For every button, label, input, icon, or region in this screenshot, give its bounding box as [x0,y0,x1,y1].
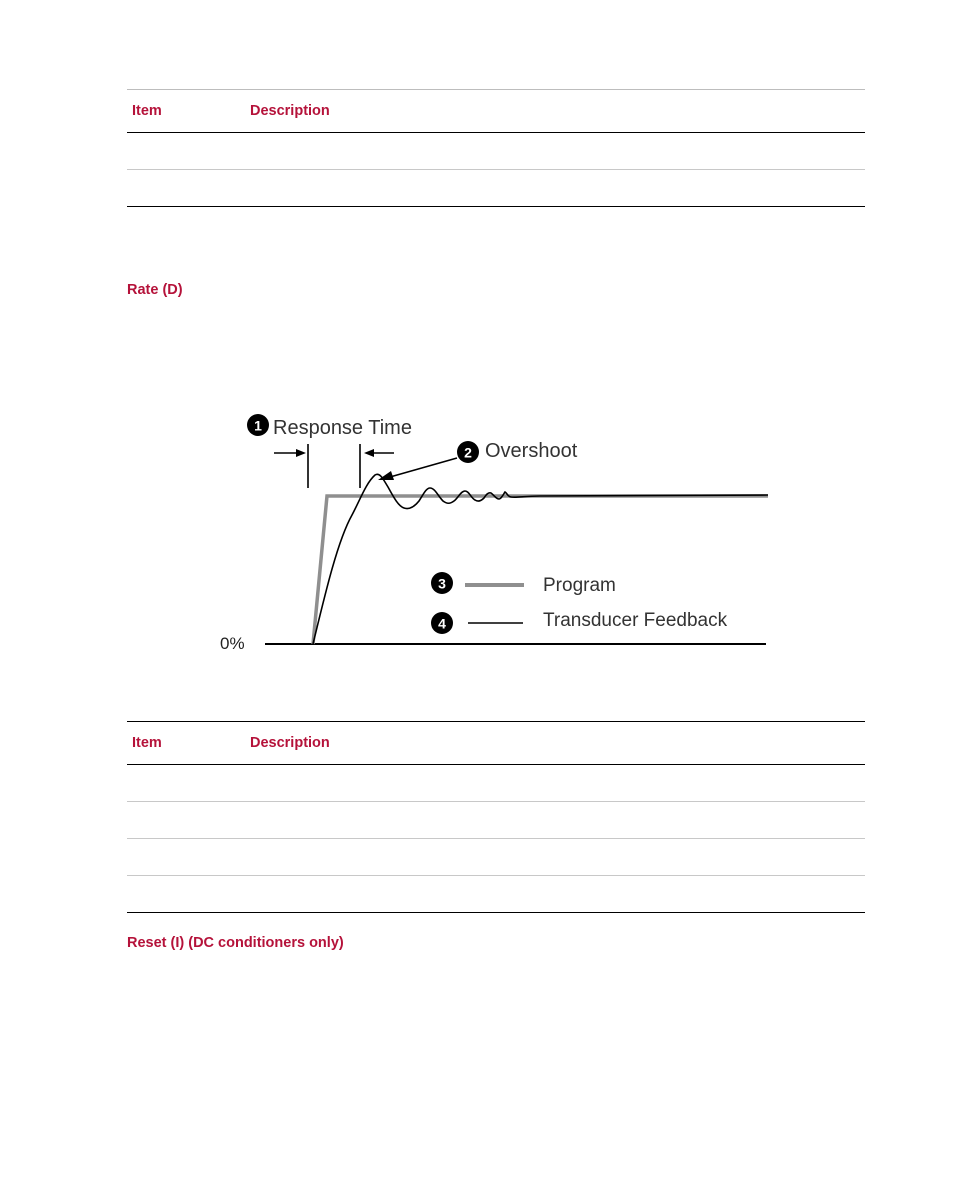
section-heading-rate: Rate (D) [127,282,183,298]
table-row [127,170,865,207]
response-time-overshoot-diagram [210,400,780,665]
callout-2-number: 2 [464,444,472,461]
item-column-header: Item [132,103,162,119]
program-legend-label: Program [543,575,616,596]
item-description-table-2 [127,721,865,913]
zero-percent-label: 0% [220,634,245,653]
feedback-legend-label: Transducer Feedback [543,610,728,631]
table-header-row [127,722,865,765]
table-row [127,876,865,913]
description-column-header: Description [250,735,330,751]
table-row [127,133,865,170]
arrowhead-right-icon [296,449,306,457]
table-row [127,802,865,839]
section-heading-reset: Reset (I) (DC conditioners only) [127,935,344,951]
callout-3-number: 3 [438,575,446,592]
arrowhead-left-icon [364,449,374,457]
description-column-header: Description [250,103,330,119]
table-row [127,839,865,876]
response-time-label: Response Time [273,417,412,439]
callout-4-number: 4 [438,615,446,632]
table-header-row [127,90,865,133]
table-row [127,765,865,802]
item-description-table-1 [127,89,865,207]
item-column-header: Item [132,735,162,751]
overshoot-pointer-line [390,458,457,477]
callout-1-number: 1 [254,417,262,434]
overshoot-label: Overshoot [485,440,578,462]
